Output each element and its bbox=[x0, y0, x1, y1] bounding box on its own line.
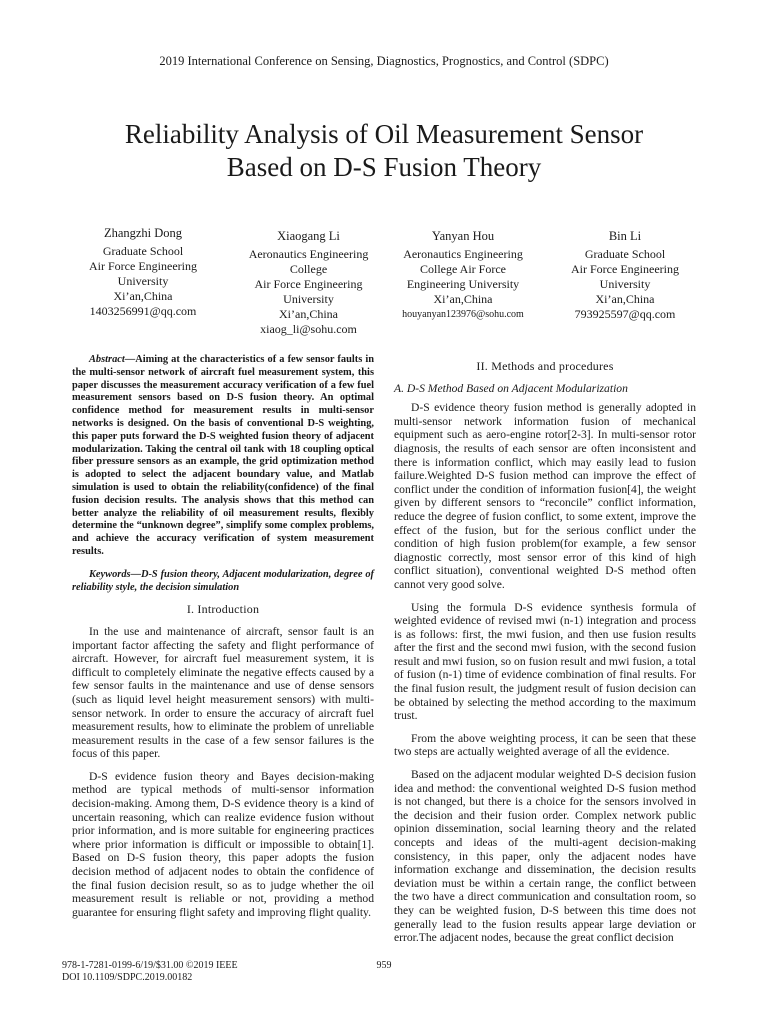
section-heading-methods: II. Methods and procedures bbox=[476, 359, 614, 373]
author-affiliation: Air Force Engineering bbox=[254, 277, 363, 291]
author-affiliation: Engineering University bbox=[406, 277, 520, 291]
conference-header: 2019 International Conference on Sensing, Diagnostics, Prognostics, and Control (SDPC) bbox=[159, 54, 609, 68]
author-name: Xiaogang Li bbox=[277, 229, 340, 243]
abstract-text: —Aiming at the characteristics of a few sensor faults in the multi-sensor network of aircraft fuel measurement system, this paper discusses the measurement accuracy verification of a few fuel measurement sensors based on D-S fusion theory. An optimal confidence method for measurement results in multi-sensor networks is designed. On the basis of conventional D-S weighting, this paper puts forward the D-S weighted fusion theory of adjacent modularization. Taking the central oil tank with 18 coupling optical fiber pressure sensors as an example, the grid optimization method is adopted to select the adjacent boundary value, and Matlab simulation is used to obtain the reliability(confidence) of the final fusion decision results. The analysis shows that this method can better analyze the reliability of oil measurement results, flexibly determine the “unknown degree”, simplify some complex problems, and achieve the accuracy verification of system measurement results. bbox=[72, 354, 374, 557]
author-location: Xi’an,China bbox=[595, 292, 655, 306]
keywords bbox=[72, 569, 374, 595]
author-name: Zhangzhi Dong bbox=[103, 226, 183, 240]
author-location: Xi’an,China bbox=[113, 289, 173, 303]
author-affiliation: University bbox=[283, 292, 334, 306]
author-block-4 bbox=[550, 229, 700, 322]
author-email[interactable]: 1403256991@qq.com bbox=[89, 304, 197, 318]
intro-paragraph-1: In the use and maintenance of aircraft, sensor fault is an important factor affecting the safety and flight performance of aircraft. However, for aircraft fuel measurement system, it is difficult to completely eliminate the negative effects caused by a few sensor faults in the maintenance and use of dense sensors (such as liquid level height measurement sensors) with multi-sensor network. In order to ensure the accuracy of aircraft fuel measurement results, how to eliminate the problem of unreliable measurement results in the case of a few sensor failures is the focus of this paper. bbox=[72, 624, 374, 761]
abstract bbox=[72, 354, 374, 559]
author-block-2 bbox=[226, 229, 391, 337]
title-line-1: Reliability Analysis of Oil Measurement Sensor bbox=[124, 119, 644, 149]
keywords-text: —D-S fusion theory, Adjacent modularization, degree of reliability style, the decision simulation bbox=[72, 568, 374, 593]
subsection-heading-a: A. D-S Method Based on Adjacent Modularization bbox=[394, 381, 628, 395]
author-name: Yanyan Hou bbox=[431, 229, 495, 243]
isbn-line: 978-1-7281-0199-6/19/$31.00 ©2019 IEEE bbox=[62, 960, 238, 971]
author-affiliation: Graduate School bbox=[102, 244, 184, 258]
methods-paragraph-2: Using the formula D-S evidence synthesis formula of weighted evidence of revised mwi (n-1) integration and process is as follows: first, the mwi fusion, and then use fusion results after the first and the second mwi fusion, with the second fusion result and mwi fusion, so on fusion result and mwi fusion, a total of fusion (n-1) time of evidence combination of final results. For the final fusion result, the judgment result of fusion decision can be obtained by selecting the method according to the maximum trust. bbox=[394, 600, 696, 723]
author-email[interactable]: xiaog_li@sohu.com bbox=[260, 322, 357, 336]
author-affiliation: Aeronautics Engineering bbox=[403, 247, 523, 261]
right-column bbox=[394, 360, 696, 954]
author-name: Bin Li bbox=[608, 229, 642, 243]
intro-paragraph-2: D-S evidence fusion theory and Bayes decision-making method are typical methods of multi-sensor information decision-making. Among them, D-S evidence theory is a kind of uncertain reasoning, which can realize evidence fusion without prior information, and is more suitable for engineering practices where prior information is difficult or impossible to obtain[1]. Based on D-S fusion theory, this paper adopts the fusion decision method of adjacent nodes to obtain the confidence of the final fusion decision result, so as to judge whether the oil measurement result is reliable or not, providing a method guarantee for ensuring flight safety and improving flight quality. bbox=[72, 769, 374, 919]
author-location: Xi’an,China bbox=[279, 307, 338, 321]
keywords-label: Keywords bbox=[89, 568, 131, 580]
author-affiliation: Aeronautics Engineering bbox=[248, 247, 369, 261]
methods-paragraph-3: From the above weighting process, it can be seen that these two steps are actually weighted average of all the evidence. bbox=[394, 731, 696, 759]
author-affiliation: University bbox=[599, 277, 651, 291]
author-affiliation: Air Force Engineering bbox=[89, 259, 197, 273]
author-affiliation: College Air Force bbox=[420, 262, 506, 276]
title-line-2: Based on D-S Fusion Theory bbox=[226, 152, 542, 182]
author-block-3 bbox=[388, 229, 538, 322]
author-email[interactable]: houyanyan123976@sohu.com bbox=[402, 309, 524, 320]
author-affiliation: College bbox=[289, 262, 328, 276]
methods-paragraph-1: D-S evidence theory fusion method is generally adopted in multi-sensor network information fusion of mechanical equipment such as aero-engine rotor[2-3]. In multi-sensor rotor diagnosis, the results of each sensor are often inconsistent and there is information conflict, which may easily lead to fusion failure.Weighted D-S fusion method can improve the effect of conflict under the condition of information fusion[4], the weight given by different sensors to “reconcile” conflict information, reduce the degree of fusion conflict, to some extent, improve the effect of the fusion, but for the serious conflict under the condition of high fusion problem(for example, a few sensor diagnostic correctly, most sensor error of this kind of high conflict situation), conventional weighted D-S method often cannot very good solve. bbox=[394, 401, 696, 591]
page-number: 959 bbox=[376, 960, 392, 971]
author-block-1 bbox=[68, 226, 218, 319]
left-column bbox=[72, 354, 374, 928]
author-affiliation: Air Force Engineering bbox=[571, 262, 679, 276]
author-affiliation: University bbox=[117, 274, 169, 288]
author-location: Xi’an,China bbox=[433, 292, 493, 306]
doi-line[interactable]: DOI 10.1109/SDPC.2019.00182 bbox=[62, 972, 193, 983]
methods-paragraph-4: Based on the adjacent modular weighted D-S decision fusion idea and method: the conventional weighted D-S fusion method is not changed, but there is a choice for the sensors involved in the decision and their fusion order. Complex network public opinion dissemination, social learning theory and the related concepts and ideas of the multi-agent decision-making consistency, in this paper, only the adjacent nodes have information exchange and dissemination, the decision results deviation must be within a certain range, the conflict between the two have a direct communication and consultation room, so they can be weighted fusion, D-S between this time does not generally lead to the fusion results appear large deviation or error.The adjacent nodes, because the great conflict decision bbox=[394, 768, 696, 945]
paper-title bbox=[0, 118, 768, 184]
abstract-label: Abstract bbox=[89, 354, 125, 365]
section-heading-introduction: I. Introduction bbox=[186, 602, 260, 617]
author-email[interactable]: 793925597@qq.com bbox=[574, 307, 676, 321]
author-affiliation: Graduate School bbox=[584, 247, 666, 261]
